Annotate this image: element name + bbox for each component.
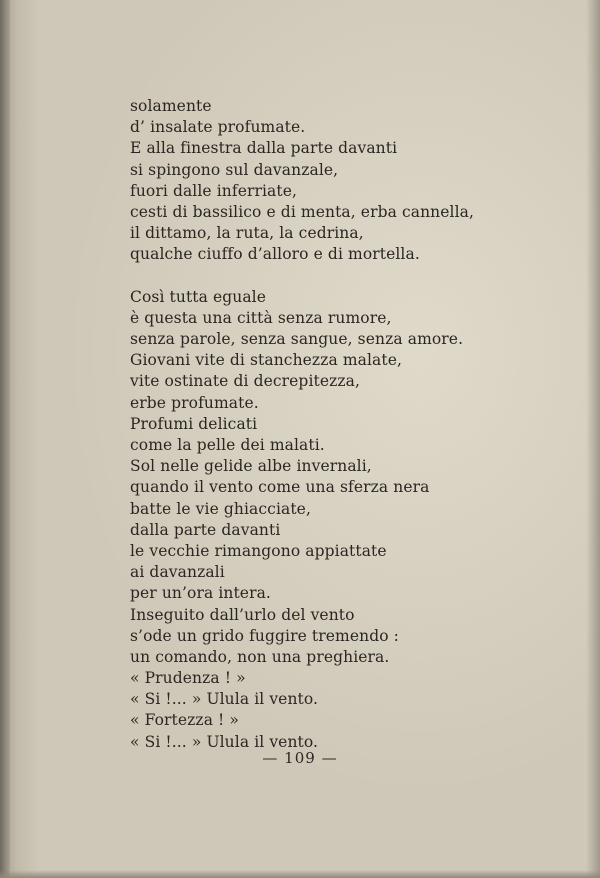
poem-line: senza parole, senza sangue, senza amore. — [130, 330, 464, 349]
poem-line: come la pelle dei malati. — [130, 436, 325, 454]
poem-line: s’ode un grido fuggire tremendo : — [130, 626, 399, 645]
poem-line: « Prudenza ! » — [130, 669, 246, 688]
poem-line: « Si !... » Ulula il vento. — [130, 690, 319, 709]
poem-line: il dittamo, la ruta, la cedrina, — [130, 224, 364, 243]
page-right-edge — [586, 0, 600, 878]
poem-line: dalla parte davanti — [130, 520, 281, 539]
poem-line: quando il vento come una sferza nera — [130, 478, 430, 497]
poem-line: « Fortezza ! » — [130, 711, 239, 730]
poem-line: vite ostinate di decrepitezza, — [130, 372, 361, 391]
poem-line: Profumi delicati — [130, 414, 258, 433]
poem-line: un comando, non una preghiera. — [130, 647, 390, 666]
poem-line: batte le vie ghiacciate, — [130, 499, 311, 518]
stanza-break — [130, 266, 474, 287]
poem-line: ai davanzali — [130, 563, 225, 582]
poem-line: E alla finestra dalla parte davanti — [130, 139, 398, 158]
poem-line: Inseguito dall’urlo del vento — [130, 605, 355, 624]
page-gutter-shadow — [0, 0, 10, 878]
poem-line: solamente — [130, 97, 212, 115]
poem-text — [130, 96, 474, 753]
poem-line: per un’ora intera. — [130, 584, 271, 603]
poem-line: d’ insalate profumate. — [130, 118, 306, 137]
page-bottom-edge — [0, 870, 600, 878]
poem-line: si spingono sul davanzale, — [130, 160, 339, 179]
poem-line: Così tutta eguale — [130, 287, 267, 306]
poem-line: qualche ciuffo d’alloro e di mortella. — [130, 245, 420, 264]
page-number: — 109 — — [262, 749, 338, 767]
poem-line: Sol nelle gelide albe invernali, — [130, 457, 372, 476]
poem-line: erbe profumate. — [130, 393, 259, 412]
poem-line: Giovani vite di stanchezza malate, — [130, 351, 402, 370]
poem-line: cesti di bassilico e di menta, erba cannella, — [130, 202, 475, 221]
poem-line: le vecchie rimangono appiattate — [130, 541, 387, 560]
poem-line: fuori dalle inferriate, — [130, 181, 298, 200]
poem-line: è questa una città senza rumore, — [130, 308, 392, 327]
poem-line: « Si !... » Ulula il vento. — [130, 732, 319, 751]
